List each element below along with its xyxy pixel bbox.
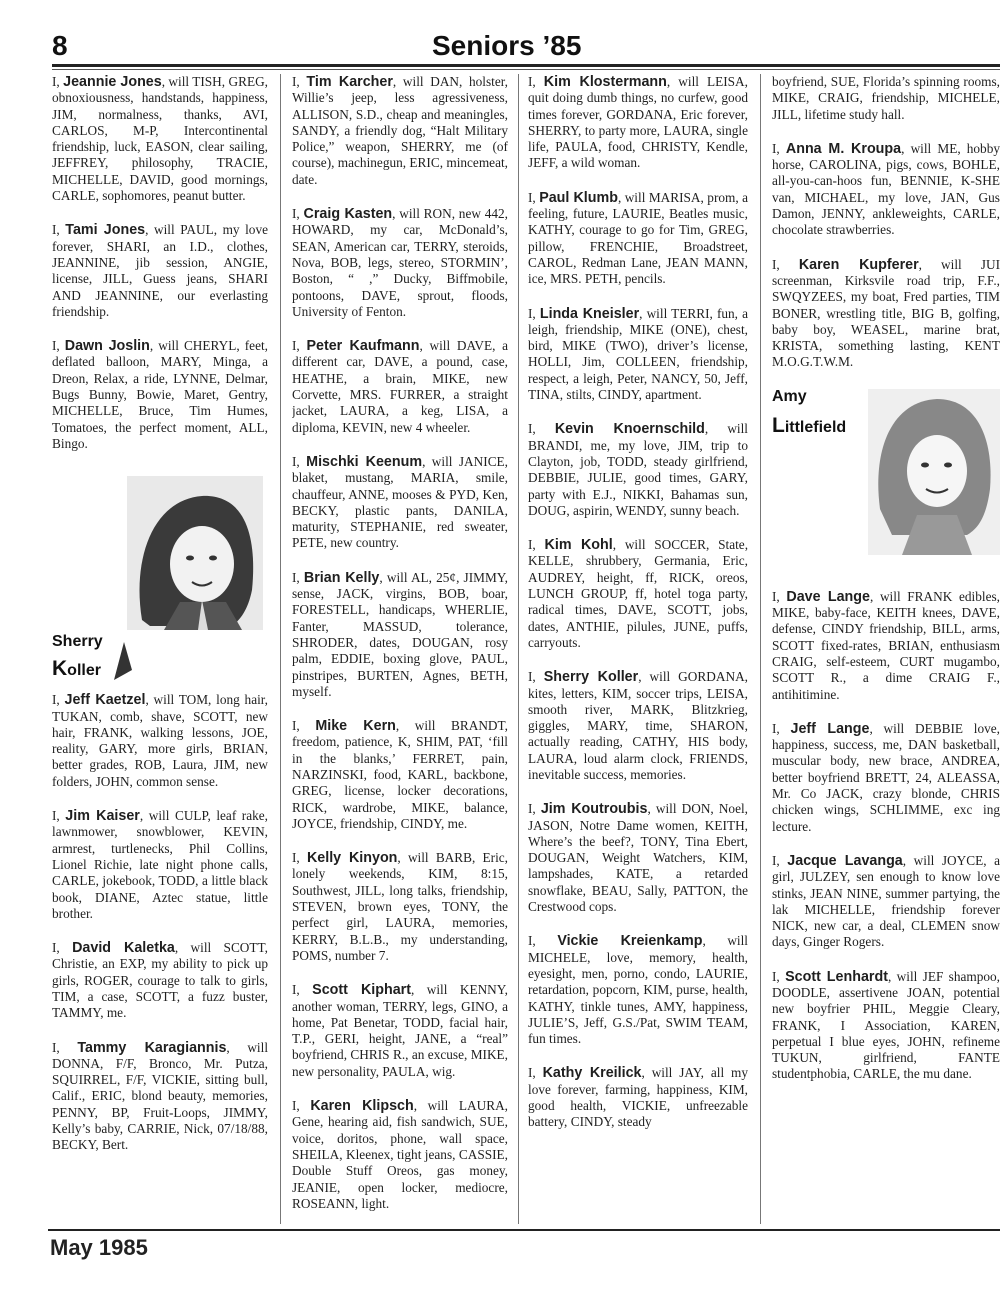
will-entry: I, Kim Kohl, will SOCCER, State, KELLE, shrubbery, Germania, Eric, AUDREY, height, ff, RICK, oreos, LUNCH GROUP, ff, hotel toga party, radical times, DAVE, SCOTT, jobs, dates, ANTHIE, pilules, JUNE, puffs, carryouts. — [528, 537, 748, 650]
will-entry: I, Kathy Kreilick, will JAY, all my love forever, farming, happiness, KIM, good health, VICKIE, unfreezable battery, CINDY, steady — [528, 1065, 748, 1130]
entry-text: will MARISA, prom, a feeling, future, LAURIE, Beatles music, KATHY, courage to go for Tim, GREG, pillow, FRENCHIE, Broadstreet, CAROL, Redman Lane, JEAN MANN, ice, MRS. PETH, pencils. — [528, 189, 748, 287]
will-entry: I, Dave Lange, will FRANK edibles, MIKE, baby-face, KEITH knees, DAVE, defense, CINDY friendship, BILL, arms, SCOTT fixed-rates, BRIAN, enthusiasm CRAIG, self-esteem, CURT mugambo, SCOTT R., a dime CRAIG F., antihitimine. — [772, 588, 1000, 702]
senior-name: Dawn Joslin — [64, 338, 150, 355]
senior-name: Kim Klostermann — [543, 74, 667, 90]
caption-rest: oller — [67, 662, 101, 680]
will-entry: I, Tammy Karagiannis, will DONNA, F/F, Bronco, Mr. Putza, SQUIRREL, F/F, VICKIE, sitting bull, Calif., ERIC, blond beauty, memories, PENNY, BP, Fruit-Loops, JIMMY, Kelly’s baby, CARRIE, Nick, 07/18/88, BECKY, Bert. — [52, 1039, 268, 1153]
will-entry: I, David Kaletka, will SCOTT, Christie, an EXP, my ability to pick up girls, ROGER, courage to talk to girls, TIM, a case, SCOTT, a fuzz buster, TAMMY, me. — [52, 940, 268, 1021]
entry-text: will LAURA, Gene, hearing aid, fish sandwich, SUE, voice, doritos, phone, wall space, SHEILA, Kleenex, tight jeans, CASSIE, Double Stuff Oreos, gas money, JEANIE, open locker, mediocre, ROSEANN, light. — [292, 1098, 508, 1211]
entry-prefix: I, — [772, 256, 799, 272]
entry-prefix: I, — [52, 74, 64, 89]
senior-name: Tim Karcher — [306, 74, 393, 90]
senior-name: Jim Kaiser — [65, 808, 140, 825]
entry-text: will ME, hobby horse, CAROLINA, pigs, cows, BOHLE, all-you-can-hoos fun, BENNIE, K-SHE van, MICHAEL, my love, JAN, Gus Damon, JENNY, ankleweights, CARLE, chocolate strawberries. — [772, 140, 1000, 238]
caption-first-name: Sherry — [52, 633, 103, 651]
footer-rule — [48, 1229, 1000, 1231]
entry-text: will TERRI, fun, a leigh, friendship, MIKE (ONE), chest, bird, MIKE (TWO), driver’s license, HOLLI, Jim, COLLEEN, friendship, respect, a leigh, Peter, NANCY, 50, Jeff, TINA, stilts, CINDY, apartment. — [528, 305, 748, 403]
entry-prefix: I, — [292, 1098, 311, 1114]
photo-sherry-koller — [52, 470, 268, 684]
will-entry: I, Vickie Kreienkamp, will MICHELE, love, memory, health, eyesight, men, porno, condo, LAURIE, retardation, popcorn, KIM, purse, health, KATHY, tinkle tunes, AMY, happiness, JULIE’S, Jeff, G.S./Pat, SWIM TEAM, fun times. — [528, 933, 748, 1047]
entry-text: will KENNY, another woman, TERRY, legs, GINO, a home, Pat Benetar, TODD, facial hair, T.P., GERI, height, JANE, a “real” boyfriend, CHRIS R., an excuse, MIKE, new personality, PAULA, wig. — [292, 982, 508, 1079]
footer-date: May 1985 — [50, 1235, 148, 1260]
column-4 — [772, 74, 1000, 1228]
will-entry: I, Mischki Keenum, will JANICE, blaket, mustang, MARIA, smile, chauffeur, ANNE, mooses & PYD, Ken, BECKY, plastic pants, DANILA, maturity, STEPHANIE, red sweater, PETE, new country. — [292, 453, 508, 551]
entry-text: will DEBBIE love, happiness, success, me, DAN basketball, muscular body, new brace, ANDREA, better boyfriend BRETT, 24, ALEASSA, Mr. Co JACK, crazy blonde, CHRIS chicken wings, SCHLIMME, exc ing lecture. — [772, 720, 1000, 834]
will-entry: I, Jeannie Jones, will TISH, GREG, obnoxiousness, handstands, happiness, JIM, normalness, thanks, AVI, CARLOS, M-P, Intercontinental friendship, luck, EASON, clear sailing, JEFFREY, philosophy, TRACIE, MICHELLE, DAVID, good mornings, CARLE, sophomores, peanut butter. — [52, 74, 268, 204]
senior-name: Mischki Keenum — [306, 453, 423, 470]
senior-name: Jeff Kaetzel — [64, 692, 146, 709]
entries-col1b — [52, 692, 268, 1153]
will-entry: I, Kim Klostermann, will LEISA, quit doing dumb things, no curfew, good times forever, GORDANA, Eric forever, SHERRY, to party more, LAURA, single life, PAULA, food, CHRISTY, Kendle, JEFF, a wild woman. — [528, 74, 748, 171]
entry-text: will CULP, leaf rake, lawnmower, snowblower, KEVIN, armrest, turtlenecks, Phil Collins, Lionel Richie, late night phone calls, CARLE, jokebook, TODD, a little black book, DIANE, Aztec statue, little brother. — [52, 808, 268, 921]
entry-text: will RON, new 442, HOWARD, my car, McDonald’s, SEAN, American car, TERRY, steroids, Nova, BOB, legs, stereo, STORMIN’, Boston, “ ,” Ducky, Biffmobile, pontoons, DAVE, sprout, floods, University of Fenton. — [292, 206, 508, 319]
will-entry: I, Kelly Kinyon, will BARB, Eric, lonely weekends, KIM, 8:15, Southwest, JILL, long talks, friendship, STEVEN, brown eyes, TONY, the perfect girl, LAURA, memories, KERRY, B.L.B., my understanding, POMS, number 7. — [292, 850, 508, 963]
entry-prefix: I, — [528, 537, 545, 553]
senior-name: Linda Kneisler — [539, 305, 640, 322]
entry-text: will TOM, long hair, TUKAN, comb, shave, SCOTT, new hair, FRANK, walking lessons, JOE, reality, GARY, more girls, BRIAN, better grades, ROB, Laura, JIM, new folders, JOHN, common sense. — [52, 692, 268, 789]
will-entry: I, Craig Kasten, will RON, new 442, HOWARD, my car, McDonald’s, SEAN, American car, TERRY, steroids, Nova, BOB, legs, stereo, STORMIN’, Boston, “ ,” Ducky, Biffmobile, pontoons, DAVE, sprout, floods, University of Fenton. — [292, 206, 508, 319]
entry-text: will JANICE, blaket, mustang, MARIA, smile, chauffeur, ANNE, mooses & PYD, Ken, BECKY, plastic pants, DANILA, maturity, STEPHANIE, red sweater, PETE, new country. — [292, 453, 508, 551]
photo-amy-littlefield — [772, 389, 1000, 589]
senior-name: Jacque Lavanga — [787, 852, 903, 869]
senior-name: Karen Kupferer — [798, 256, 919, 273]
column-divider — [280, 74, 281, 1224]
entry-text: will BRANDI, me, my love, JIM, trip to Clayton, job, TODD, steady girlfriend, DEBBIE, JULIE, good times, GARY, party with E.J., NIKKI, Bahamas sun, DOUG, aspirin, WENDY, sunny beach. — [528, 421, 748, 518]
senior-name: David Kaletka — [72, 940, 175, 957]
entry-text: will DAVE, a different car, DAVE, a pound, case, HEATHE, a brain, MIKE, new Corvette, MRS. FURRER, a straight jacket, LAURA, a keg, LISA, a diploma, KEVIN, new 4 wheeler. — [292, 338, 508, 435]
will-entry: I, Karen Kupferer, will JUI screenman, Kirksvile road trip, F.F., SWQYZEES, my boat, Fred parties, TIM BONER, wrestling title, BIG B, golfing, baby boy, WEASEL, marine brat, KRISTA, something lasting, KENT M.O.G.T.W.M. — [772, 256, 1000, 370]
entry-text: will BARB, Eric, lonely weekends, KIM, 8:15, Southwest, JILL, long talks, friendship, STEVEN, brown eyes, TONY, the perfect girl, LAURA, memories, KERRY, B.L.B., my understanding, POMS, number 7. — [292, 850, 508, 963]
entry-text: will FRANK edibles, MIKE, baby-face, KEITH knees, DAVE, defense, CINDY friendship, BILL, arms, SCOTT fixed-rates, BRIAN, enthusiasm CRAIG, self-esteem, CURT mugambo, SCOTT R., a dime CRAIG F., antihitimine. — [772, 588, 1000, 702]
will-entry: I, Mike Kern, will BRANDT, freedom, patience, K, SHIM, PAT, ‘fill in the blanks,’ FERRET, pain, NARZINSKI, food, KARL, backbone, GREG, license, locker decorations, RICK, wardrobe, MIKE, balance, JOYCE, friendship, CINDY, me. — [292, 718, 508, 831]
column-1 — [52, 74, 268, 1228]
entry-prefix: I, — [292, 982, 313, 998]
entry-prefix: I, — [52, 222, 66, 238]
page-title: Seniors ’85 — [432, 30, 582, 61]
senior-name: Kim Kohl — [544, 537, 613, 554]
will-entry: I, Tim Karcher, will DAN, holster, Willie’s jeep, less agressiveness, ALLISON, S.D., cheap and meaningles, SANDY, a friendly dog, “Halt Military Police,” weapon, SHERRY, me (of course), machinegun, ERIC, mincemeat, date. — [292, 74, 508, 187]
header-rule-thin — [52, 69, 1000, 70]
senior-name: Jim Koutroubis — [540, 801, 648, 818]
entries-col2 — [292, 74, 508, 1212]
will-entry: I, Jim Koutroubis, will DON, Noel, JASON, Notre Dame women, KEITH, Where’s the beef?, TONY, Tina Ebert, DOUGAN, Weight Watchers, KIM, lampshades, KATE, a retarded snowflake, BEAU, Sally, PATTON, the Crestwood cops. — [528, 801, 748, 915]
entry-prefix: I, — [292, 453, 307, 469]
entries-col3 — [528, 74, 748, 1131]
entry-text: will JAY, all my love forever, farming, happiness, KIM, good health, VICKIE, unfreezable battery, CINDY, steady — [528, 1065, 748, 1130]
entry-text: will AL, 25¢, JIMMY, sense, JACK, virgins, BOB, boar, FORESTELL, handicaps, WHERLIE, Fanter, MASSUD, tolerance, SHRODER, dates, DOUGAN, rosy palm, EDDIE, boxing glove, PAUL, pinstripes, BURTEN, Agnes, BETH, myself. — [292, 569, 508, 699]
will-entry: I, Anna M. Kroupa, will ME, hobby horse, CAROLINA, pigs, cows, BOHLE, all-you-can-hoos fun, BENNIE, K-SHE van, MICHAEL, my love, JAN, Gus Damon, JENNY, ankleweights, CARLE, chocolate strawberries. — [772, 140, 1000, 238]
senior-name: Scott Kiphart — [312, 982, 412, 999]
entry-prefix: I, — [292, 74, 307, 89]
entries-col4a — [772, 74, 1000, 371]
senior-name: Jeannie Jones — [63, 74, 162, 90]
entry-text: will DON, Noel, JASON, Notre Dame women, KEITH, Where’s the beef?, TONY, Tina Ebert, DOUGAN, Weight Watchers, KIM, lampshades, KATE, a retarded snowflake, BEAU, Sally, PATTON, the Crestwood cops. — [528, 801, 748, 915]
entry-text: will SOCCER, State, KELLE, shrubbery, Germania, Eric, AUDREY, height, ff, RICK, oreos, LUNCH GROUP, ff, hotel toga party, radical times, DAVE, SCOTT, jobs, dates, ANTHIE, pilules, JUNE, puffs, carryouts. — [528, 537, 748, 650]
senior-name: Tammy Karagiannis — [77, 1039, 227, 1056]
entries-col1a — [52, 74, 268, 452]
senior-name: Craig Kasten — [303, 206, 393, 223]
entry-prefix: I, — [528, 801, 541, 817]
entry-text: boyfriend, SUE, Florida’s spinning rooms, MIKE, CRAIG, friendship, MICHELE, JILL, lifetime study hall. — [772, 74, 1000, 122]
entry-text: will SCOTT, Christie, an EXP, my ability to pick up girls, ROGER, courage to talk to girls, TIM, a case, SCOTT, a fuzz buster, TAMMY, me. — [52, 940, 268, 1021]
senior-name: Karen Klipsch — [310, 1098, 414, 1115]
entry-prefix: I, — [772, 968, 786, 984]
entry-prefix: I, — [292, 850, 307, 866]
senior-name: Scott Lenhardt — [785, 968, 888, 985]
column-3 — [528, 74, 748, 1228]
entry-text: will GORDANA, kites, letters, KIM, soccer trips, LEISA, smooth river, MARK, Blitzkrieg, giggles, MARY, time, SHARON, actually reading, CATHY, HIS body, LAURA, loud alarm clock, FRIENDS, inevitable success, memories. — [528, 669, 748, 782]
senior-name: Anna M. Kroupa — [785, 140, 902, 157]
entry-prefix: I, — [292, 338, 307, 354]
will-entry: I, Linda Kneisler, will TERRI, fun, a leigh, friendship, MIKE (ONE), chest, bird, MIKE (TWO), driver’s license, HOLLI, Jim, COLLEEN, friendship, respect, a leigh, Peter, NANCY, 50, Jeff, TINA, stilts, CINDY, apartment. — [528, 305, 748, 403]
entry-text: will LEISA, quit doing dumb things, no curfew, good times forever, GORDANA, Eric forever, SHERRY, to party more, LAURA, single life, PAULA, food, CHRISTY, Kendle, JEFF, a wild woman. — [528, 74, 748, 171]
senior-name: Tami Jones — [65, 222, 146, 239]
senior-name: Dave Lange — [786, 588, 870, 605]
entry-text: will JOYCE, a girl, JULZEY, sen enough to know love stinks, JEAN NINE, summer partying, the lak MICHELLE, friendship forever NICK, new car, a deal, CLEMEN snow days, Ginger Rogers. — [772, 852, 1000, 950]
entry-text: will DONNA, F/F, Bronco, Mr. Putza, SQUIRREL, F/F, VICKIE, sitting bull, Calif., ERIC, blond beauty, memories, PENNY, BP, Fruit-Loops, JIMMY, Kelly’s baby, CARRIE, Nick, 07/18/88, BECKY, Bert. — [52, 1039, 268, 1153]
entry-prefix: I, — [292, 718, 316, 734]
will-entry: I, Sherry Koller, will GORDANA, kites, letters, KIM, soccer trips, LEISA, smooth river, MARK, Blitzkrieg, giggles, MARY, time, SHARON, actually reading, CATHY, HIS body, LAURA, loud alarm clock, FRIENDS, inevitable success, memories. — [528, 669, 748, 782]
entry-prefix: I, — [528, 189, 540, 205]
entry-prefix: I, — [52, 1039, 78, 1055]
entry-prefix: I, — [772, 588, 787, 604]
will-entry: I, Tami Jones, will PAUL, my love forever, SHARI, an I.D., clothes, JEANNINE, jib session, ANGIE, license, JILL, Guess jeans, SHARI AND JEANNINE, our everlasting friendship. — [52, 222, 268, 319]
senior-name: Mike Kern — [315, 718, 396, 735]
entry-text: will JEF shampoo, DOODLE, assertivene JOAN, potential new boyfrier PHIL, Meggie Cleary, FRANK, I Association, KAREN, perpetual I blue eyes, JOHN, refineme TUKUN, girlfriend, FANTE studentphobia, CARLE, the mu dane. — [772, 968, 1000, 1082]
header-rule — [52, 64, 1000, 67]
page-number: 8 — [52, 30, 68, 61]
column-divider — [760, 74, 761, 1224]
entry-prefix: I, — [528, 933, 558, 949]
entry-prefix: I, — [292, 569, 304, 585]
portrait-photo — [52, 470, 268, 684]
senior-name: Kathy Kreilick — [542, 1065, 642, 1082]
senior-name: Kelly Kinyon — [306, 850, 398, 867]
will-entry: I, Jim Kaiser, will CULP, leaf rake, lawnmower, snowblower, KEVIN, armrest, turtlenecks, Phil Collins, Lionel Richie, late night phone calls, CARLE, jokebook, TODD, a little black book, DIANE, Aztec statue, little brother. — [52, 808, 268, 921]
caption-last-name — [772, 415, 846, 437]
entry-prefix: I, — [52, 338, 65, 354]
caption-first-name: Amy — [772, 387, 807, 405]
entry-text: will PAUL, my love forever, SHARI, an I.D., clothes, JEANNINE, jib session, ANGIE, license, JILL, Guess jeans, SHARI AND JEANNINE, our everlasting friendship. — [52, 222, 268, 319]
entries-col4b — [772, 589, 1000, 1083]
will-entry — [772, 74, 1000, 123]
caption-last-name — [52, 658, 101, 680]
caption-initial: L — [772, 413, 785, 437]
entry-prefix: I, — [528, 305, 540, 321]
senior-name: Paul Klumb — [539, 189, 618, 206]
entry-text: will MICHELE, love, memory, health, eyesight, men, porno, condo, LAURIE, retardation, popcorn, KIM, purse, health, KATHY, tinkle tunes, AMY, happiness, JULIE’S, Jeff, G.S./Pat, SWIM TEAM, fun times. — [528, 933, 748, 1047]
entry-prefix: I, — [52, 940, 73, 956]
entry-prefix: I, — [528, 74, 544, 89]
entry-prefix: I, — [528, 421, 555, 437]
will-entry: I, Scott Kiphart, will KENNY, another woman, TERRY, legs, GINO, a home, Pat Benetar, TODD, facial hair, T.P., GERI, height, JANE, a “real” boyfriend, CHRIS R., an excuse, MIKE, new personality, PAULA, wig. — [292, 982, 508, 1079]
column-2 — [292, 74, 508, 1228]
will-entry: I, Scott Lenhardt, will JEF shampoo, DOODLE, assertivene JOAN, potential new boyfrier PHIL, Meggie Cleary, FRANK, I Association, KAREN, perpetual I blue eyes, JOHN, refineme TUKUN, girlfriend, FANTE studentphobia, CARLE, the mu dane. — [772, 968, 1000, 1082]
will-entry: I, Brian Kelly, will AL, 25¢, JIMMY, sense, JACK, virgins, BOB, boar, FORESTELL, handicaps, WHERLIE, Fanter, MASSUD, tolerance, SHRODER, dates, DOUGAN, rosy palm, EDDIE, boxing glove, PAUL, pinstripes, BURTEN, Agnes, BETH, myself. — [292, 569, 508, 699]
entry-text: will TISH, GREG, obnoxiousness, handstands, happiness, JIM, normalness, thanks, AVI, CARLOS, M-P, Intercontinental friendship, luck, EASON, clear sailing, JEFFREY, philosophy, TRACIE, MICHELLE, DAVID, good mornings, CARLE, sophomores, peanut butter. — [52, 74, 268, 204]
senior-name: Brian Kelly — [303, 569, 380, 586]
entry-text: will JUI screenman, Kirksvile road trip, F.F., SWQYZEES, my boat, Fred parties, TIM BONER, wrestling title, BIG B, golfing, baby boy, WEASEL, marine brat, KRISTA, something lasting, KENT M.O.G.T.W.M. — [772, 256, 1000, 370]
will-entry: I, Paul Klumb, will MARISA, prom, a feeling, future, LAURIE, Beatles music, KATHY, courage to go for Tim, GREG, pillow, FRENCHIE, Broadstreet, CAROL, Redman Lane, JEAN MANN, ice, MRS. PETH, pencils. — [528, 189, 748, 287]
entry-text: will CHERYL, feet, deflated balloon, MARY, Minga, a Dreon, Relax, a ride, LYNNE, Delmar, Bugs Bunny, Bowie, Maret, Gentry, MICHELLE, Bruce, Tim Humes, Tomatoes, the perfect moment, ALL, Bingo. — [52, 338, 268, 451]
senior-name: Jeff Lange — [790, 720, 870, 737]
entry-prefix: I, — [52, 808, 66, 824]
entry-prefix: I, — [528, 1065, 543, 1081]
entry-prefix: I, — [52, 692, 65, 708]
entry-prefix: I, — [772, 140, 786, 156]
entry-prefix: I, — [528, 669, 544, 685]
senior-name: Sherry Koller — [543, 669, 639, 686]
will-entry: I, Kevin Knoernschild, will BRANDI, me, my love, JIM, trip to Clayton, job, TODD, steady girlfriend, DEBBIE, JULIE, good times, GARY, party with E.J., NIKKI, Bahamas sun, DOUG, aspirin, WENDY, sunny beach. — [528, 421, 748, 518]
entry-text: will DAN, holster, Willie’s jeep, less agressiveness, ALLISON, S.D., cheap and meaningles, SANDY, a friendly dog, “Halt Military Police,” weapon, SHERRY, me (of course), machinegun, ERIC, mincemeat, date. — [292, 74, 508, 187]
will-entry: I, Dawn Joslin, will CHERYL, feet, deflated balloon, MARY, Minga, a Dreon, Relax, a ride, LYNNE, Delmar, Bugs Bunny, Bowie, Maret, Gentry, MICHELLE, Bruce, Tim Humes, Tomatoes, the perfect moment, ALL, Bingo. — [52, 338, 268, 451]
will-entry: I, Jeff Kaetzel, will TOM, long hair, TUKAN, comb, shave, SCOTT, new hair, FRANK, walking lessons, JOE, reality, GARY, more girls, BRIAN, better grades, ROB, Laura, JIM, new folders, JOHN, common sense. — [52, 692, 268, 789]
caption-rest: ittlefield — [784, 418, 847, 436]
column-divider — [518, 74, 519, 1224]
entry-prefix: I, — [772, 720, 791, 736]
entry-prefix: I, — [772, 852, 788, 868]
senior-name: Peter Kaufmann — [306, 338, 420, 355]
entry-text: will BRANDT, freedom, patience, K, SHIM, PAT, ‘fill in the blanks,’ FERRET, pain, NARZINSKI, food, KARL, backbone, GREG, license, locker decorations, RICK, wardrobe, MIKE, balance, JOYCE, friendship, CINDY, me. — [292, 718, 508, 831]
senior-name: Kevin Knoernschild — [554, 421, 705, 438]
will-entry: I, Jacque Lavanga, will JOYCE, a girl, JULZEY, sen enough to know love stinks, JEAN NINE, summer partying, the lak MICHELLE, friendship forever NICK, new car, a deal, CLEMEN snow days, Ginger Rogers. — [772, 852, 1000, 950]
senior-name: Vickie Kreienkamp — [557, 933, 703, 950]
will-entry: I, Karen Klipsch, will LAURA, Gene, hearing aid, fish sandwich, SUE, voice, doritos, phone, wall space, SHEILA, Kleenex, tight jeans, CASSIE, Double Stuff Oreos, gas money, JEANIE, open locker, mediocre, ROSEANN, light. — [292, 1098, 508, 1211]
will-entry: I, Peter Kaufmann, will DAVE, a different car, DAVE, a pound, case, HEATHE, a brain, MIKE, new Corvette, MRS. FURRER, a straight jacket, LAURA, a keg, LISA, a diploma, KEVIN, new 4 wheeler. — [292, 338, 508, 435]
caption-initial: K — [52, 657, 68, 681]
will-entry: I, Jeff Lange, will DEBBIE love, happiness, success, me, DAN basketball, muscular body, new brace, ANDREA, better boyfriend BRETT, 24, ALEASSA, Mr. Co JACK, crazy blonde, CHRIS chicken wings, SCHLIMME, exc ing lecture. — [772, 720, 1000, 834]
entry-prefix: I, — [292, 206, 304, 222]
